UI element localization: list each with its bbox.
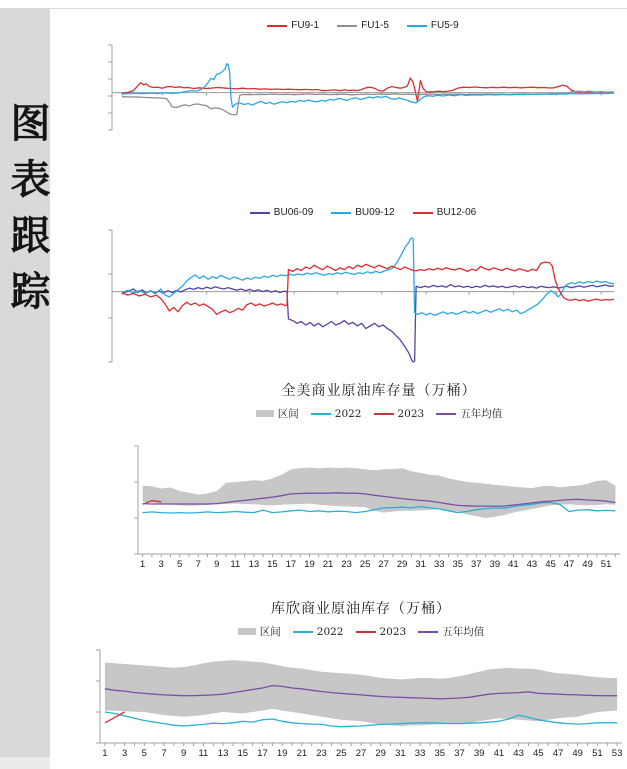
legend-item	[267, 20, 319, 31]
x-tick-label: 15	[237, 748, 249, 759]
x-tick-label: 31	[395, 748, 406, 759]
legend-label: 2022	[316, 625, 344, 638]
legend-item	[436, 406, 502, 421]
series-FU5-9	[122, 64, 614, 107]
x-tick-label: 37	[454, 748, 465, 759]
x-tick-label: 23	[316, 748, 327, 759]
plot-cushing-crude-inventory	[100, 650, 622, 743]
x-tick-label: 31	[415, 559, 426, 570]
chart-title-us-commercial-crude-inventory: 全美商业原油库存量（万桶）	[281, 383, 477, 399]
x-tick-label: 45	[533, 748, 544, 759]
x-tick-label: 39	[473, 748, 485, 759]
x-tick-label: 35	[452, 559, 464, 570]
band-swatch	[256, 410, 274, 417]
x-tick-label: 43	[513, 748, 524, 759]
band-swatch	[238, 628, 256, 635]
x-tick-label: 33	[414, 748, 426, 759]
line-swatch	[356, 631, 376, 633]
x-tick-label: 51	[600, 559, 612, 570]
x-tick-label: 45	[545, 559, 556, 570]
x-tick-label: 1	[139, 559, 146, 570]
plot-us-commercial-crude-inventory	[138, 446, 620, 554]
x-tick-label: 21	[322, 559, 334, 570]
top-divider	[0, 8, 627, 9]
legend-item	[356, 626, 407, 638]
legend-item	[337, 20, 389, 31]
line-swatch	[413, 212, 433, 214]
legend-item	[331, 207, 394, 218]
x-tick-label: 17	[285, 559, 297, 570]
legend-item	[413, 207, 476, 218]
x-tick-label: 27	[355, 748, 367, 759]
x-tick-label: 29	[375, 748, 386, 759]
x-tick-label: 9	[214, 559, 220, 570]
x-tick-label: 19	[276, 748, 288, 759]
line-swatch	[311, 413, 331, 415]
range-band	[143, 468, 616, 518]
legend-label: FU5-9	[430, 20, 459, 31]
legend-item	[250, 207, 313, 218]
legend-label: BU09-12	[355, 207, 395, 218]
series-BU06-09	[122, 285, 614, 362]
legend-us-commercial-crude-inventory	[138, 406, 620, 421]
line-swatch	[374, 413, 394, 415]
legend-label: FU9-1	[291, 20, 320, 31]
x-tick-label: 37	[471, 559, 482, 570]
legend-label: 五年均值	[442, 626, 485, 638]
x-tick-label: 25	[336, 748, 347, 759]
x-tick-label: 41	[508, 559, 519, 570]
x-tick-label: 29	[396, 559, 408, 570]
x-tick-label: 53	[611, 748, 623, 759]
legend-fu-spreads	[112, 20, 614, 31]
x-tick-label: 39	[489, 559, 501, 570]
chart-title-cushing-crude-inventory: 库欣商业原油库存（万桶）	[271, 601, 451, 617]
legend-cushing-crude-inventory	[100, 624, 622, 639]
line-swatch	[331, 212, 351, 214]
legend-label: BU12-06	[436, 207, 477, 218]
x-tick-label: 43	[526, 559, 538, 570]
x-tick-label: 3	[158, 559, 164, 570]
legend-label: BU06-09	[273, 207, 314, 218]
legend-label: 区间	[277, 408, 299, 420]
x-tick-label: 5	[141, 748, 147, 759]
sidebar-footer	[0, 757, 50, 769]
legend-bu-spreads	[112, 207, 614, 218]
legend-item	[418, 624, 484, 639]
plot-fu-spreads	[112, 45, 614, 130]
legend-item	[256, 406, 299, 421]
x-tick-label: 11	[230, 559, 241, 570]
x-tick-label: 49	[572, 748, 583, 759]
series-FU9-1	[122, 78, 614, 102]
line-swatch	[418, 631, 438, 633]
x-tick-label: 15	[267, 559, 278, 570]
x-tick-label: 5	[177, 559, 183, 570]
x-tick-label: 47	[552, 748, 564, 759]
x-tick-label: 25	[359, 559, 371, 570]
legend-item	[374, 408, 425, 420]
legend-label: FU1-5	[361, 20, 389, 31]
legend-item	[311, 408, 362, 420]
x-tick-label: 33	[434, 559, 445, 570]
line-swatch	[337, 25, 357, 27]
x-tick-label: 7	[195, 559, 201, 570]
x-tick-label: 47	[563, 559, 575, 570]
x-tick-label: 23	[341, 559, 352, 570]
x-tick-label: 51	[592, 748, 603, 759]
x-tick-label: 21	[296, 748, 308, 759]
x-tick-label: 11	[198, 748, 209, 759]
legend-label: 2022	[334, 407, 362, 420]
x-tick-label: 13	[217, 748, 229, 759]
x-tick-label: 1	[102, 748, 108, 759]
x-tick-label: 7	[161, 748, 167, 759]
legend-label: 2023	[379, 625, 407, 638]
x-tick-label: 49	[582, 559, 593, 570]
x-tick-label: 13	[248, 559, 260, 570]
x-tick-label: 9	[181, 748, 187, 759]
legend-label: 2023	[397, 407, 425, 420]
line-swatch	[293, 631, 313, 633]
x-tick-label: 17	[257, 748, 268, 759]
line-swatch	[436, 413, 456, 415]
line-swatch	[250, 212, 270, 214]
legend-label: 区间	[259, 626, 281, 638]
x-tick-label: 19	[304, 559, 315, 570]
legend-label: 五年均值	[460, 408, 503, 420]
x-tick-label: 3	[121, 748, 128, 759]
legend-item	[407, 20, 459, 31]
x-tick-label: 41	[493, 748, 505, 759]
legend-item	[238, 624, 281, 639]
line-swatch	[407, 25, 427, 27]
legend-item	[293, 626, 344, 638]
sidebar-section-title: 图表跟踪	[4, 102, 51, 326]
x-tick-label: 27	[378, 559, 389, 570]
line-swatch	[267, 25, 287, 27]
plot-bu-spreads	[112, 230, 614, 362]
x-tick-label: 35	[434, 748, 446, 759]
